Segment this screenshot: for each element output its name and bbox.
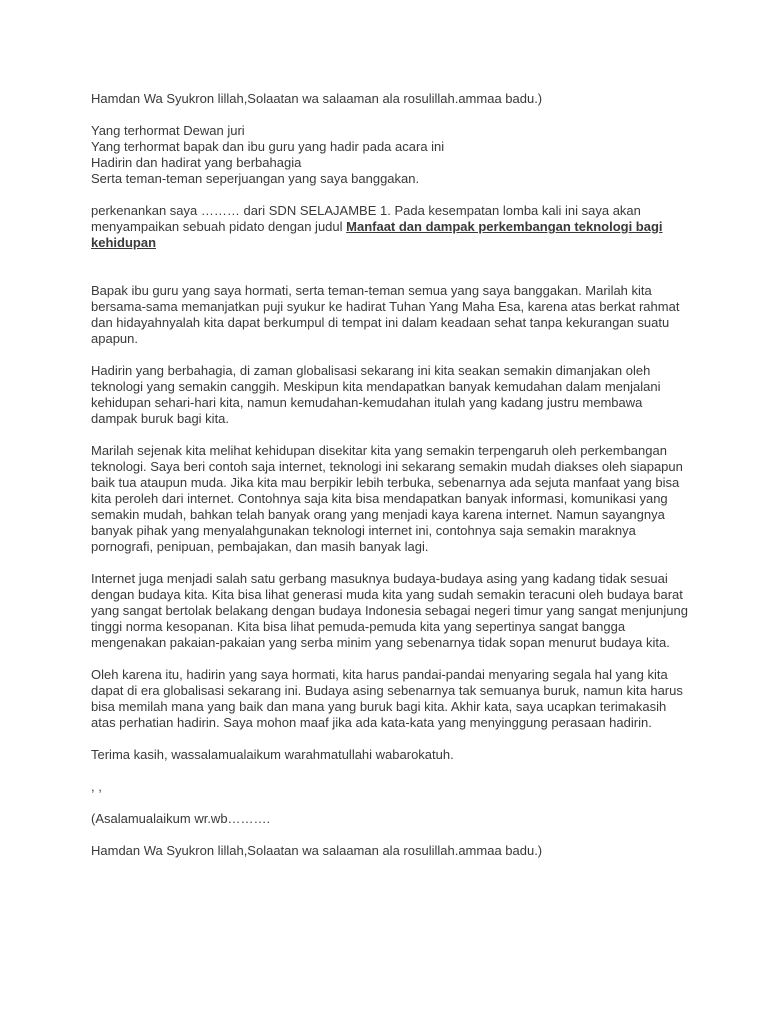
separator-mark: , , xyxy=(91,779,102,794)
greeting-line: Hadirin dan hadirat yang berbahagia xyxy=(91,155,302,170)
opening-line: Hamdan Wa Syukron lillah,Solaatan wa salaaman ala rosulillah.ammaa badu.) xyxy=(91,91,543,106)
intro-paragraph xyxy=(91,203,691,251)
greeting-line: Yang terhormat bapak dan ibu guru yang hadir pada acara ini xyxy=(91,139,445,154)
greetings-block xyxy=(91,123,691,187)
body-paragraph: Hadirin yang berbahagia, di zaman globalisasi sekarang ini kita seakan semakin dimanjakan oleh teknologi yang semakin canggih. Meskipun kita mendapatkan banyak kemudahan dalam menjalani kehidupan sehari-hari kita, namun kemudahan-kemudahan itulah yang kadang justru membawa dampak buruk bagi kita. xyxy=(91,363,661,426)
closing-line: Terima kasih, wassalamualaikum warahmatullahi wabarokatuh. xyxy=(91,747,454,762)
body-paragraph: Bapak ibu guru yang saya hormati, serta teman-teman semua yang saya banggakan. Marilah kita bersama-sama memanjatkan puji syukur ke hadirat Tuhan Yang Maha Esa, karena atas berkat rahmat dan hidayahnyalah kita dapat berkumpul di tempat ini dalam keadaan sehat tanpa kekurangan suatu apapun. xyxy=(91,283,680,346)
salam-line: (Asalamualaikum wr.wb………. xyxy=(91,811,271,826)
intro-text: perkenankan saya ……… dari SDN SELAJAMBE 1. Pada kesempatan lomba kali ini saya akan menyampaikan sebuah pidato dengan judul xyxy=(91,203,641,234)
speech-title: Manfaat dan dampak perkembangan teknologi bagi kehidupan xyxy=(91,219,663,250)
body-paragraph: Marilah sejenak kita melihat kehidupan disekitar kita yang semakin terpengaruh oleh perkembangan teknologi. Saya beri contoh saja internet, teknologi ini sekarang semakin mudah diakses oleh siapapun baik tua ataupun muda. Jika kita mau berpikir lebih terbuka, sebenarnya ada sejuta manfaat yang bisa kita peroleh dari internet. Contohnya saja kita bisa mendapatkan banyak informasi, komunikasi yang semakin mudah, bahkan telah banyak orang yang menjadi kaya karena internet. Namun sayangnya banyak pihak yang menyalahgunakan teknologi internet ini, contohnya saja semakin maraknya pornografi, penipuan, pembajakan, dan masih banyak lagi. xyxy=(91,443,683,554)
repeat-opening-line: Hamdan Wa Syukron lillah,Solaatan wa salaaman ala rosulillah.ammaa badu.) xyxy=(91,843,543,858)
body-paragraph: Oleh karena itu, hadirin yang saya hormati, kita harus pandai-pandai menyaring segala hal yang kita dapat di era globalisasi sekarang ini. Budaya asing sebenarnya tak semuanya buruk, namun kita harus bisa memilah mana yang baik dan mana yang buruk bagi kita. Akhir kata, saya ucapkan terimakasih atas perhatian hadirin. Saya mohon maaf jika ada kata-kata yang menyinggung perasaan hadirin. xyxy=(91,667,683,730)
greeting-line: Serta teman-teman seperjuangan yang saya banggakan. xyxy=(91,171,420,186)
greeting-line: Yang terhormat Dewan juri xyxy=(91,123,245,138)
body-paragraph: Internet juga menjadi salah satu gerbang masuknya budaya-budaya asing yang kadang tidak sesuai dengan budaya kita. Kita bisa lihat generasi muda kita yang sudah semakin teracuni oleh budaya barat yang sangat bertolak belakang dengan budaya Indonesia sebagai negeri timur yang sangat menjunjung tinggi norma kesopanan. Kita bisa lihat pemuda-pemuda kita yang sepertinya sangat bangga mengenakan pakaian-pakaian yang serba minim yang sebenarnya tidak sopan menurut budaya kita. xyxy=(91,571,688,650)
document-page xyxy=(91,91,691,859)
